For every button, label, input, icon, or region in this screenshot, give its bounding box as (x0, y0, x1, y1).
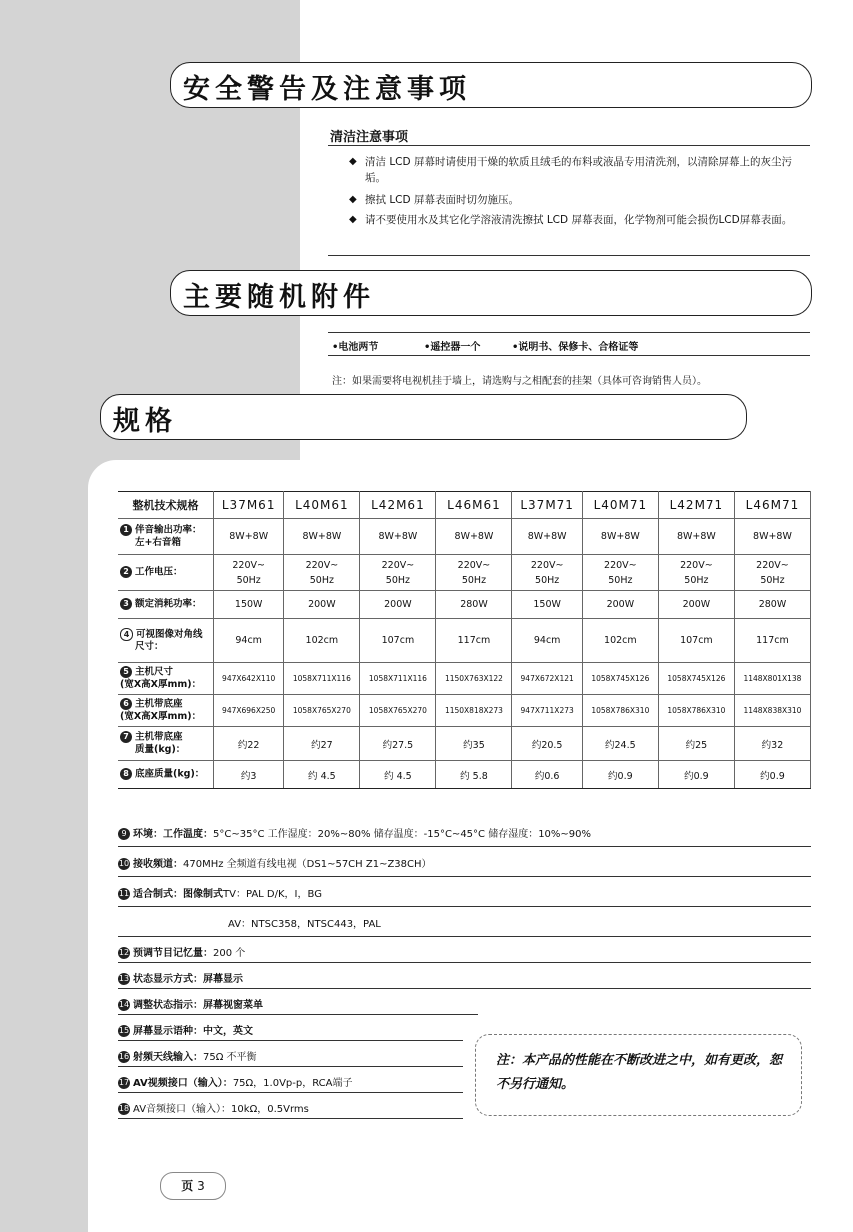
number-badge: 11 (118, 889, 130, 898)
spec-line-label: 屏幕显示语种： (133, 1026, 203, 1037)
spec-line-label: AV音频接口（输入）： (133, 1104, 232, 1115)
label-line: 左+右音箱 (135, 536, 181, 548)
accessory-item: •电池两节 (332, 342, 379, 353)
cell: 280W (436, 591, 512, 619)
spec-line (118, 855, 811, 870)
cell: 8W+8W (658, 519, 734, 555)
model-header: L46M71 (734, 492, 810, 519)
cleaning-bullet (349, 154, 810, 186)
bullet-text: 请不要使用水及其它化学溶液清洗擦拭 LCD 屏幕表面，化学物剂可能会损伤LCD屏幕表面。 (365, 214, 793, 226)
divider (118, 962, 811, 963)
number-badge: 4 (120, 628, 133, 641)
divider (118, 1014, 478, 1015)
label-line: 主机尺寸 (135, 666, 174, 678)
cell: 约 4.5 (360, 761, 436, 789)
cell: 150W (512, 591, 582, 619)
spec-line (118, 970, 811, 985)
cell: 94cm (512, 619, 582, 663)
cell-line: 220V~ (232, 559, 265, 571)
label-line: 主机带底座 (135, 698, 183, 710)
spec-line-text: 10kΩ，0.5Vrms (231, 1104, 309, 1115)
notice-text: 注：本产品的性能在不断改进之中，如有更改，恕不另行通知。 (496, 1053, 783, 1092)
spec-line (118, 1074, 463, 1089)
cell: 约0.6 (512, 761, 582, 789)
accessories-header (170, 270, 812, 316)
spec-line (118, 885, 811, 900)
cell: 8W+8W (734, 519, 810, 555)
divider (328, 145, 810, 146)
row-label (118, 695, 214, 727)
model-header: L40M71 (582, 492, 658, 519)
number-badge: 18 (118, 1104, 130, 1113)
cell: 200W (582, 591, 658, 619)
diamond-bullet-icon: ◆ (349, 214, 357, 225)
cell-line: 220V~ (305, 559, 339, 571)
spec-line (118, 1022, 478, 1037)
cell: 约22 (214, 727, 284, 761)
cell: 约25 (658, 727, 734, 761)
table-row (118, 727, 811, 761)
cell: 150W (214, 591, 284, 619)
table-row (118, 663, 811, 695)
cell: 8W+8W (512, 519, 582, 555)
accessory-item: •遥控器一个 (424, 342, 481, 353)
spec-line-text: 屏幕视窗菜单 (203, 1000, 263, 1011)
number-badge: 13 (118, 974, 130, 983)
cell: 94cm (214, 619, 284, 663)
cell: 947X696X250 (214, 695, 284, 727)
cell (582, 555, 658, 591)
cell: 约 5.8 (436, 761, 512, 789)
spec-table (118, 491, 811, 789)
label-line: 可视图像对角线 (136, 629, 203, 640)
row-label (118, 555, 214, 591)
label-line: 质量(kg)： (135, 743, 186, 755)
safety-title: 安全警告及注意事项 (183, 74, 471, 105)
divider (118, 936, 811, 937)
cell-line: 220V~ (680, 559, 713, 571)
divider (328, 332, 810, 333)
spec-line-text: AV：NTSC358，NTSC443，PAL (228, 919, 381, 930)
cell (512, 555, 582, 591)
model-header: L37M71 (512, 492, 582, 519)
model-header: L40M61 (284, 492, 360, 519)
cell-line: 50Hz (385, 574, 411, 586)
cell: 1148X801X138 (734, 663, 810, 695)
divider (328, 255, 810, 256)
page-label: 页 (181, 1179, 194, 1193)
number-badge: 8 (120, 768, 132, 780)
table-header-row (118, 492, 811, 519)
spec-line-label: 环境：工作温度： (133, 829, 213, 840)
cell: 1150X763X122 (436, 663, 512, 695)
spec-line-label: 接收频道： (133, 859, 183, 870)
divider (118, 988, 811, 989)
spec-line-label: 状态显示方式： (133, 974, 203, 985)
divider (118, 906, 811, 907)
cell: 947X642X110 (214, 663, 284, 695)
cell: 1058X711X116 (360, 663, 436, 695)
divider (118, 1092, 463, 1093)
number-badge: 14 (118, 1000, 130, 1009)
cell-line: 50Hz (535, 574, 560, 586)
cell: 1058X765X270 (284, 695, 360, 727)
cell: 947X711X273 (512, 695, 582, 727)
cell: 947X672X121 (512, 663, 582, 695)
cell: 约0.9 (582, 761, 658, 789)
page-number (160, 1172, 226, 1200)
divider (118, 1040, 463, 1041)
spec-line-label: 适合制式：图像制式 (133, 889, 223, 900)
spec-line-text: 75Ω 不平衡 (203, 1052, 257, 1063)
spec-line-text: 75Ω，1.0Vp-p，RCA端子 (232, 1078, 353, 1089)
spec-line-text: 470MHz 全频道有线电视（DS1~57CH Z1~Z38CH） (183, 859, 432, 870)
table-row (118, 619, 811, 663)
cell: 约3 (214, 761, 284, 789)
table-row (118, 695, 811, 727)
cell (734, 555, 810, 591)
cell: 1150X818X273 (436, 695, 512, 727)
row-label (118, 519, 214, 555)
spec-line (118, 825, 811, 840)
spec-line-label: 调整状态指示： (133, 1000, 203, 1011)
cell: 1058X745X126 (582, 663, 658, 695)
diamond-bullet-icon: ◆ (349, 194, 357, 205)
divider (118, 876, 811, 877)
cell-line: 220V~ (457, 559, 491, 571)
cell: 107cm (658, 619, 734, 663)
spec-line-label: AV视频接口（输入）： (133, 1078, 233, 1089)
model-header: L46M61 (436, 492, 512, 519)
cell: 280W (734, 591, 810, 619)
cell: 约27 (284, 727, 360, 761)
cell: 1058X711X116 (284, 663, 360, 695)
cell: 约35 (436, 727, 512, 761)
spec-line (118, 944, 811, 959)
cell: 102cm (284, 619, 360, 663)
cell-line: 220V~ (530, 559, 564, 571)
spec-line (118, 915, 853, 930)
cell-line: 220V~ (381, 559, 415, 571)
cell (284, 555, 360, 591)
number-badge: 12 (118, 948, 130, 957)
spec-line-text: 屏幕显示 (203, 974, 243, 985)
cell: 8W+8W (436, 519, 512, 555)
table-row (118, 761, 811, 789)
label-line: 伴音输出功率： (135, 524, 202, 536)
number-badge: 7 (120, 731, 132, 743)
number-badge: 10 (118, 859, 130, 868)
notice-box (475, 1034, 802, 1116)
label-line: 额定消耗功率： (135, 598, 202, 610)
cell-line: 220V~ (604, 559, 637, 571)
row-label (118, 727, 214, 761)
cell: 约27.5 (360, 727, 436, 761)
label-line: 主机带底座 (135, 731, 183, 743)
spec-line-text: 中文，英文 (203, 1026, 253, 1037)
spec-line (118, 1100, 463, 1115)
divider (328, 355, 810, 356)
cell: 200W (284, 591, 360, 619)
spec-line-text: TV：PAL D/K，I，BG (223, 889, 322, 900)
cell (214, 555, 284, 591)
cell: 117cm (436, 619, 512, 663)
accessories-title: 主要随机附件 (183, 282, 375, 313)
cell: 8W+8W (284, 519, 360, 555)
number-badge: 15 (118, 1026, 130, 1035)
row-label (118, 591, 214, 619)
table-row (118, 519, 811, 555)
number-badge: 5 (120, 666, 132, 678)
divider (118, 1066, 463, 1067)
cell: 1058X786X310 (658, 695, 734, 727)
cell-line: 50Hz (608, 574, 633, 586)
label-line: (宽X高X厚mm)： (120, 678, 202, 690)
cell: 1058X765X270 (360, 695, 436, 727)
accessory-item: •说明书、保修卡、合格证等 (512, 342, 639, 353)
cell: 约0.9 (734, 761, 810, 789)
diamond-bullet-icon: ◆ (349, 156, 357, 167)
cell: 8W+8W (360, 519, 436, 555)
divider (118, 846, 811, 847)
cell: 约 4.5 (284, 761, 360, 789)
model-header: L42M71 (658, 492, 734, 519)
cell: 8W+8W (214, 519, 284, 555)
row-label (118, 619, 214, 663)
row-label (118, 761, 214, 789)
cell: 约24.5 (582, 727, 658, 761)
cell (360, 555, 436, 591)
cell: 约0.9 (658, 761, 734, 789)
spec-line-text: 200 个 (213, 948, 246, 959)
cell: 1148X838X310 (734, 695, 810, 727)
spec-line (118, 996, 811, 1011)
cell-line: 50Hz (236, 574, 261, 586)
accessory-note: 注：如果需要将电视机挂于墙上，请选购与之相配套的挂架（具体可咨询销售人员）。 (332, 376, 707, 387)
cell (658, 555, 734, 591)
cell: 约32 (734, 727, 810, 761)
number-badge: 6 (120, 698, 132, 710)
spec-line-label: 预调节目记忆量： (133, 948, 213, 959)
number-badge: 2 (120, 566, 132, 578)
cell: 200W (360, 591, 436, 619)
cell: 1058X745X126 (658, 663, 734, 695)
cell-line: 50Hz (461, 574, 487, 586)
page-number-value: 3 (197, 1179, 205, 1193)
cell-line: 220V~ (756, 559, 789, 571)
spec-line (118, 1048, 463, 1063)
model-header: L37M61 (214, 492, 284, 519)
cell-line: 50Hz (760, 574, 785, 586)
cell (436, 555, 512, 591)
label-line: 底座质量(kg)： (135, 768, 205, 780)
cell: 102cm (582, 619, 658, 663)
number-badge: 16 (118, 1052, 130, 1061)
safety-header (170, 62, 812, 108)
label-line: 尺寸： (135, 641, 164, 652)
label-line: (宽X高X厚mm)： (120, 710, 202, 722)
number-badge: 17 (118, 1078, 130, 1087)
cell: 8W+8W (582, 519, 658, 555)
table-row (118, 591, 811, 619)
table-row (118, 555, 811, 591)
cell: 117cm (734, 619, 810, 663)
specs-header (100, 394, 747, 440)
cell-line: 50Hz (684, 574, 709, 586)
cleaning-title: 清洁注意事项 (330, 130, 409, 145)
specs-title: 规格 (113, 406, 177, 437)
number-badge: 3 (120, 598, 132, 610)
bullet-text: 擦拭 LCD 屏幕表面时切勿施压。 (365, 194, 519, 206)
cell: 约20.5 (512, 727, 582, 761)
label-line: 工作电压： (135, 566, 183, 578)
cleaning-bullet (349, 192, 810, 208)
table-header-label: 整机技术规格 (118, 492, 214, 519)
cell: 1058X786X310 (582, 695, 658, 727)
number-badge: 9 (118, 828, 130, 840)
model-header: L42M61 (360, 492, 436, 519)
cell: 107cm (360, 619, 436, 663)
number-badge: 1 (120, 524, 132, 536)
divider (118, 1118, 463, 1119)
spec-line-label: 射频天线输入： (133, 1052, 203, 1063)
spec-line-text: 5°C~35°C 工作湿度：20%~80% 储存温度：-15°C~45°C 储存湿度：10%~90% (213, 829, 592, 840)
cleaning-bullet (349, 212, 810, 228)
cell-line: 50Hz (309, 574, 334, 586)
bullet-text: 清洁 LCD 屏幕时请使用干燥的软质且绒毛的布料或液晶专用清洗剂，以清除屏幕上的灰尘污垢。 (365, 156, 792, 184)
cell: 200W (658, 591, 734, 619)
row-label (118, 663, 214, 695)
